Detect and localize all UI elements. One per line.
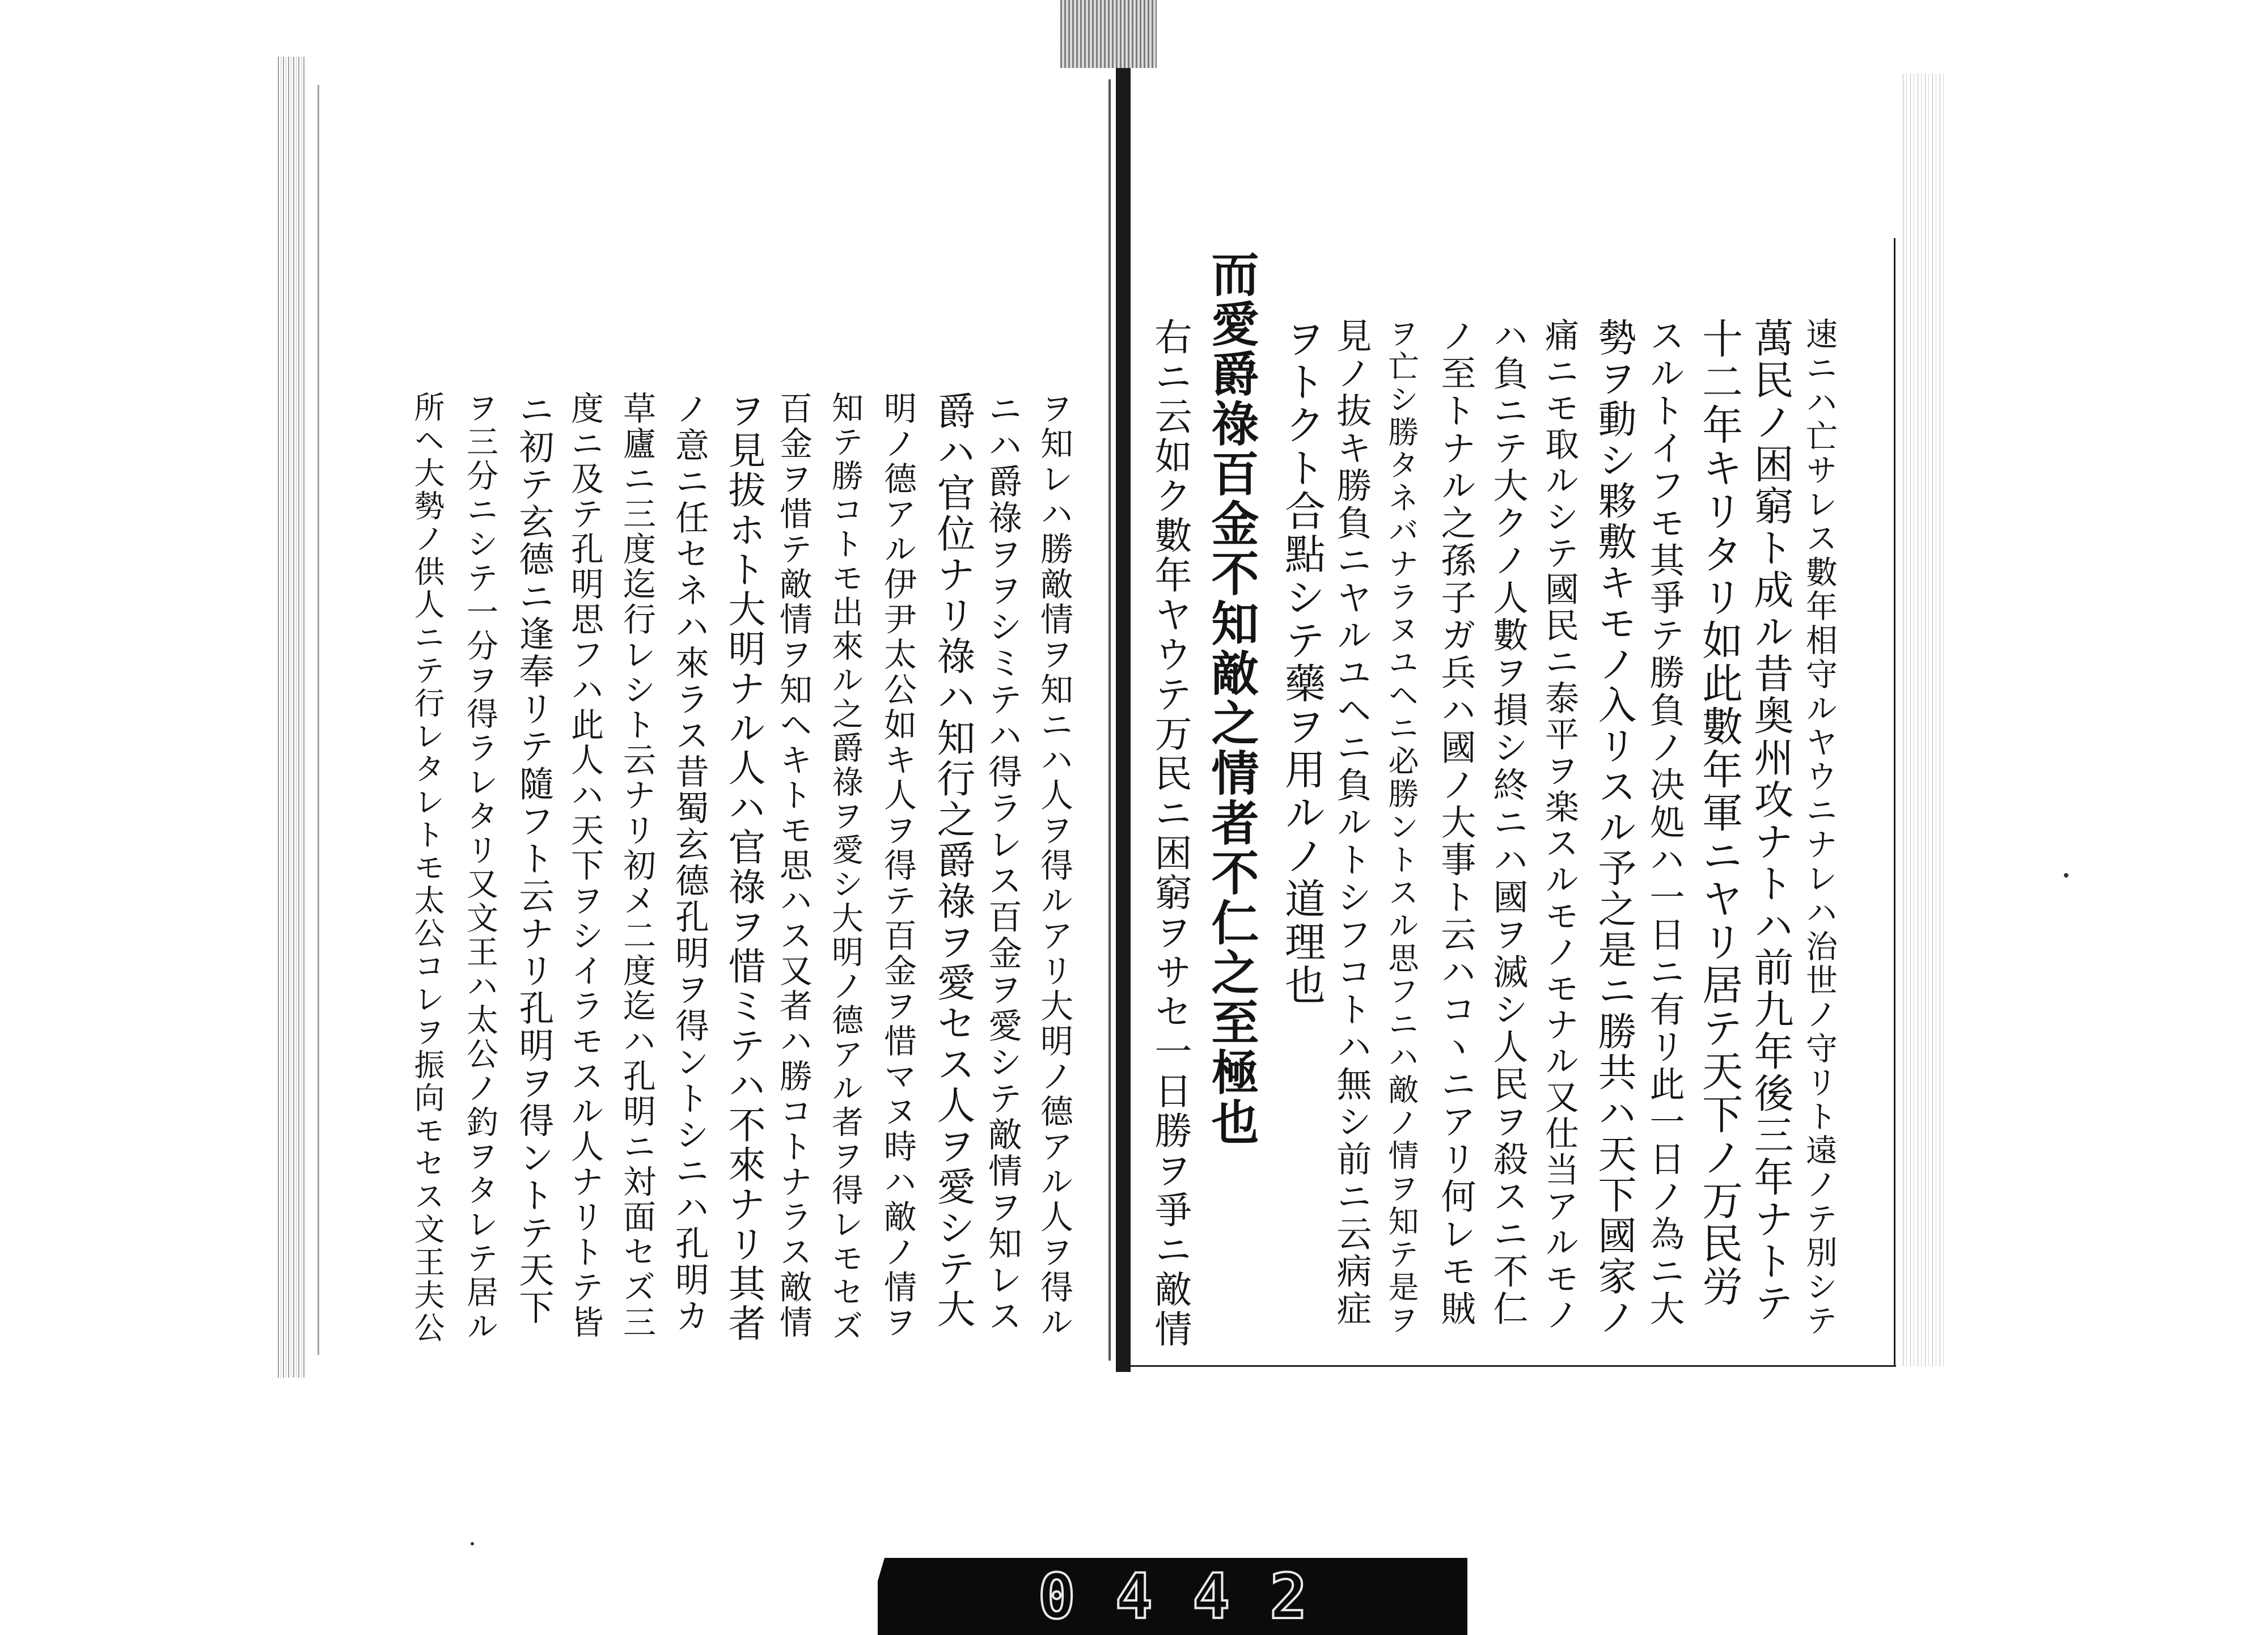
- left-page-line-6: 百金ヲ惜テ敵情ヲ知ヘキトモ思ハス又者ハ勝コトナラス敵情: [774, 391, 813, 1340]
- right-page-line-4: スルトイフモ其爭テ勝負ノ决処ハ一日ニ有リ此一日ノ為ニ大: [1644, 317, 1685, 1328]
- scan-speck: [2064, 873, 2068, 878]
- left-page-line-12: ヲ三分ニシテ一分ヲ得ラレタリ又文王ハ太公ノ釣ヲタレテ居ル: [462, 391, 498, 1344]
- right-page-bottom-edge: [1131, 1365, 1896, 1367]
- left-page-line-13: 所ヘ大勢ノ供人ニテ行レタレトモ太公コレヲ振向モセス文王夫公: [409, 391, 445, 1345]
- right-page-line-8: ノ至トナル之孫子ガ兵ハ國ノ大事ト云ハコヽニアリ何レモ賊: [1435, 317, 1476, 1328]
- right-page-line-10: 見ノ抜キ勝負ニヤルユヘニ負ルトシフコトハ無シ前ニ云病症: [1331, 317, 1372, 1328]
- right-page-line-1: 速ニハ亡サレス數年相守ルヤウニナレハ治世ノ守リト遠ノテ別シテ: [1801, 317, 1838, 1338]
- left-page-edge-line: [318, 85, 319, 1355]
- stamp-digit: 2: [1270, 1560, 1308, 1633]
- left-page-line-11: ニ初テ玄德ニ逢奉リテ隨フト云ナリ孔明ヲ得ントテ天下: [513, 391, 555, 1327]
- right-page-edge-line: [1894, 238, 1895, 1366]
- gutter-line: [1108, 79, 1111, 1361]
- right-page-line-6: 痛ニモ取ルシテ國民ニ泰平ヲ楽スルモノモナル又仕当アルモノ: [1539, 317, 1579, 1333]
- stamp-digit: 4: [1115, 1560, 1153, 1633]
- book-gutter: [1116, 68, 1131, 1372]
- right-page-commentary: 右ニ云如ク數年ヤウテ万民ニ困窮ヲサセ一日勝ヲ爭ニ敵情: [1148, 317, 1192, 1349]
- scan-speck: [471, 1542, 474, 1545]
- stamp-number: [878, 1558, 1467, 1635]
- archive-number-stamp: [878, 1558, 1467, 1635]
- right-page-line-11: ヲトクト合點シテ藥ヲ用ルノ道理也: [1278, 317, 1326, 1007]
- left-page-line-9: 草廬ニ三度迄行レシト云ナリ初メ二度迄ハ孔明ニ対面セズ三: [617, 391, 656, 1340]
- scan-smudge: [1060, 0, 1157, 68]
- stamp-digit: 4: [1192, 1560, 1230, 1633]
- right-page-edge: [1899, 74, 1945, 1366]
- left-page-line-5: 知テ勝コトモ出來ル之爵祿ヲ愛シ大明ノ德アル者ヲ得レモセズ: [827, 391, 864, 1344]
- left-page-line-8: ノ意ニ任セネハ來ラス昔蜀玄德孔明ヲ得ントシニハ孔明カ: [670, 391, 709, 1335]
- left-page-line-2: ニハ爵祿ヲヲシミテハ得ラレス百金ヲ愛シテ敵情ヲ知レス: [983, 391, 1022, 1335]
- right-page-line-7: ハ負ニテ大クノ人數ヲ損シ終ニハ國ヲ滅シ人民ヲ殺スニ不仁: [1487, 317, 1529, 1328]
- right-page-line-5: 勢ヲ動シ夥敷キモノ入リスル予之是ニ勝共ハ天下國家ノ: [1592, 317, 1636, 1338]
- right-page-line-3: 十二年キリタリ如此數年軍ニヤリ居テ天下ノ万民労: [1695, 317, 1743, 1308]
- left-page-line-1: ヲ知レハ勝敵情ヲ知ニハ人ヲ得ルアリ大明ノ德アル人ヲ得ル: [1035, 391, 1073, 1340]
- left-page-line-3: 爵ハ官位ナリ祿ハ知行之爵祿ヲ愛セス人ヲ愛シテ大: [930, 391, 975, 1330]
- left-page-line-10: 度ニ及テ孔明思フハ此人ハ天下ヲシイラモスル人ナリトテ皆: [565, 391, 604, 1340]
- right-page-line-2: 萬民ノ困窮ト成ル昔奥州攻ナトハ前九年後三年ナトテ: [1747, 317, 1794, 1324]
- left-page-line-7: ヲ見拔ホト大明ナル人ハ官祿ヲ惜ミテハ不來ナリ其者: [722, 391, 765, 1344]
- right-page-main-text: 而愛爵祿百金不知敵之情者不仁之至極也: [1204, 249, 1260, 1147]
- right-page-line-9: ヲ亡シ勝タネバナラヌユヘニ必勝ントスル思フニハ敵ノ情ヲ知テ是ヲ: [1383, 317, 1419, 1337]
- left-page-line-4: 明ノ德アル伊尹太公如キ人ヲ得テ百金ヲ惜マヌ時ハ敵ノ情ヲ: [878, 391, 917, 1340]
- left-page-edge: [278, 57, 305, 1378]
- stamp-digit: 0: [1038, 1560, 1076, 1633]
